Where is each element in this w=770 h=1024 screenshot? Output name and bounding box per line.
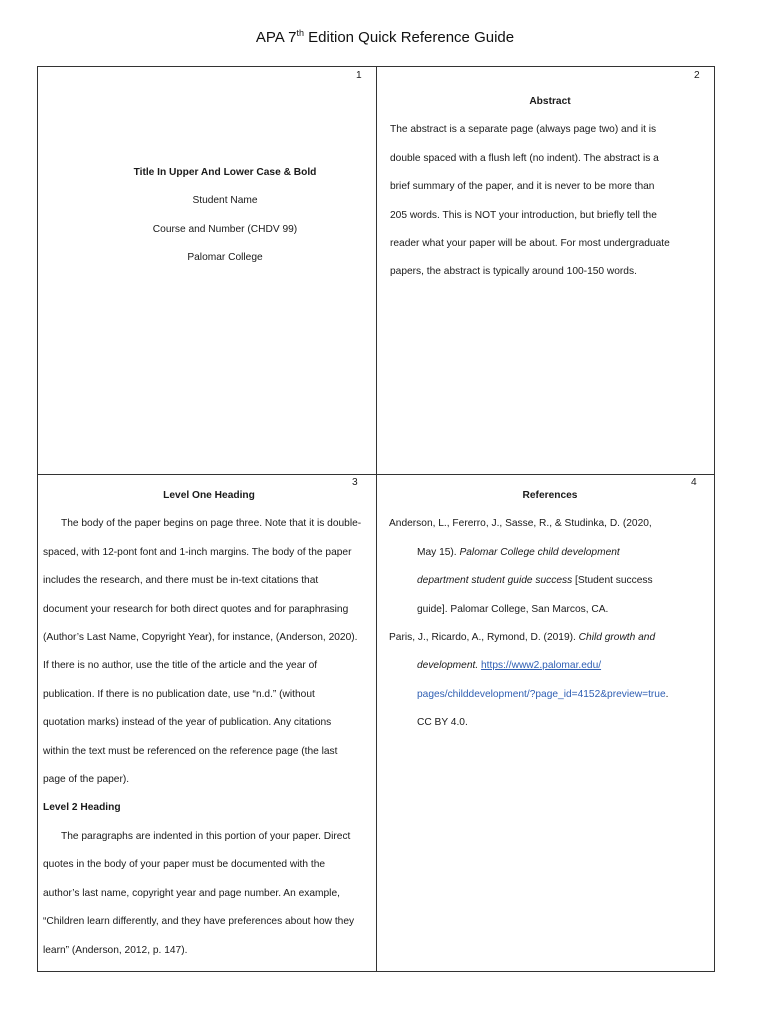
grid-horizontal-divider [37, 474, 715, 475]
document-title: APA 7th Edition Quick Reference Guide [255, 28, 515, 46]
abstract-line: double spaced with a flush left (no indent). The abstract is a [390, 152, 659, 164]
reference-line: Anderson, L., Fererro, J., Sasse, R., & Studinka, D. (2020, [389, 518, 652, 530]
body-line: spaced, with 12-pont font and 1-inch margins. The body of the paper [43, 546, 352, 558]
title-superscript: th [296, 28, 304, 38]
body-line: The body of the paper begins on page three. Note that it is double- [61, 518, 362, 530]
reference-line: development. https://www2.palomar.edu/ [417, 660, 602, 672]
abstract-heading: Abstract [529, 96, 571, 107]
reference-line: Paris, J., Ricardo, A., Rymond, D. (2019). Child growth and [389, 632, 656, 644]
body-page [43, 482, 375, 965]
body-line: document your research for both direct quotes and for paraphrasing [43, 603, 349, 615]
paper-title: Title In Upper And Lower Case & Bold [133, 167, 317, 178]
title-page [40, 159, 410, 273]
reference-url-continuation[interactable]: pages/childdevelopment/?page_id=4152&preview=true [417, 688, 666, 700]
student-name: Student Name [192, 195, 258, 207]
course-number: Course and Number (CHDV 99) [152, 223, 298, 235]
body-line: quotes in the body of your paper must be documented with the [43, 859, 326, 871]
page-number-4: 4 [691, 477, 697, 488]
page-number-1: 1 [356, 70, 362, 81]
body-line: includes the research, and there must be in-text citations that [43, 575, 319, 587]
reference-line: department student guide success [Student success [417, 575, 653, 587]
abstract-line: reader what your paper will be about. For most undergraduate [390, 238, 670, 250]
references-page [389, 482, 711, 738]
reference-url-link[interactable]: https://www2.palomar.edu/ [481, 660, 602, 672]
level-two-heading: Level 2 Heading [43, 802, 121, 814]
page-number-2: 2 [694, 70, 700, 81]
body-line: quotation marks) instead of the year of publication. Any citations [43, 717, 332, 729]
body-line: learn” (Anderson, 2012, p. 147). [43, 944, 188, 956]
reference-line: May 15). Palomar College child development [417, 546, 620, 558]
body-line: publication. If there is no publication date, use “n.d.” (without [43, 688, 315, 700]
body-line: The paragraphs are indented in this portion of your paper. Direct [61, 830, 351, 842]
abstract-line: brief summary of the paper, and it is never to be more than [390, 181, 655, 193]
body-line: within the text must be referenced on the reference page (the last [43, 745, 338, 757]
reference-line: guide]. Palomar College, San Marcos, CA. [417, 603, 609, 615]
page-number-3: 3 [352, 477, 358, 488]
abstract-line: 205 words. This is NOT your introduction, but briefly tell the [390, 209, 657, 221]
reference-line: pages/childdevelopment/?page_id=4152&preview=true. [417, 688, 669, 700]
level-one-heading: Level One Heading [163, 490, 255, 501]
body-line: If there is no author, use the title of the article and the year of [43, 660, 318, 672]
abstract-page [390, 88, 710, 287]
reference-line: CC BY 4.0. [417, 717, 468, 729]
body-line: (Author’s Last Name, Copyright Year), for instance, (Anderson, 2020). [43, 632, 358, 644]
body-line: page of the paper). [43, 774, 130, 786]
abstract-line: papers, the abstract is typically around 100-150 words. [390, 266, 637, 278]
college-name: Palomar College [187, 252, 263, 264]
body-line: “Children learn differently, and they have preferences about how they [43, 916, 355, 928]
abstract-line: The abstract is a separate page (always page two) and it is [390, 124, 657, 136]
body-line: author’s last name, copyright year and page number. An example, [43, 887, 340, 899]
references-heading: References [522, 490, 578, 501]
